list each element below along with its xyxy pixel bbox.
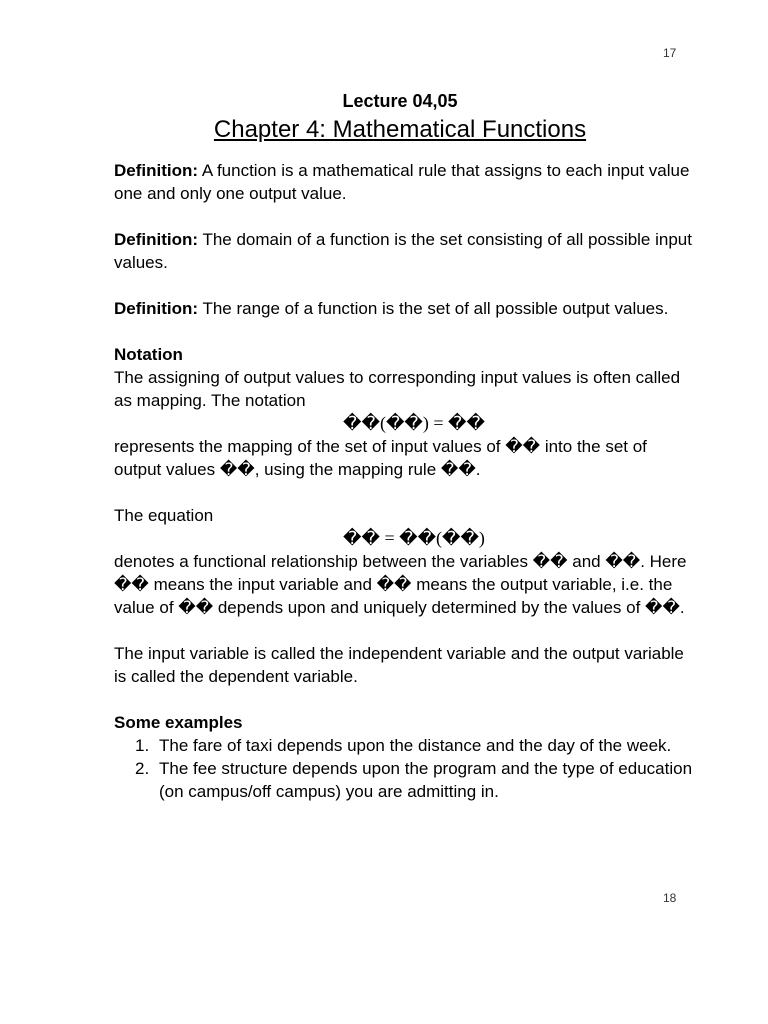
equation-explanation: denotes a functional relationship between the variables �� and ��. Here �� means the input variable and �� means the output variable, i.e. the value of �� depends upon and uniquely determined by the values of ��. [114,552,687,617]
definition-text: The range of a function is the set of all possible output values. [198,299,669,318]
equation-intro: The equation [114,506,214,525]
list-item-number: 2. [135,759,150,778]
definition-label: Definition: [114,161,199,180]
examples-list [114,734,694,803]
page-content [114,88,694,803]
list-item-text: The fare of taxi depends upon the distance and the day of the week. [159,736,672,755]
definition-label: Definition: [114,230,199,249]
definition-text: A function is a mathematical rule that assigns to each input value one and only one output value. [114,161,690,203]
list-item-text: The fee structure depends upon the program and the type of education (on campus/off campus) you are admitting in. [159,759,693,801]
definition-domain [114,228,694,274]
page-number-top: 17 [663,46,677,60]
definition-function [114,159,694,205]
equation-formula: �� = ��(��) [343,528,485,548]
notation-intro: The assigning of output values to corresponding input values is often called as mapping. The notation [114,368,681,410]
notation-explanation: represents the mapping of the set of input values of �� into the set of output values ��, using the mapping rule ��. [114,437,647,479]
chapter-title: Chapter 4: Mathematical Functions [213,116,587,143]
list-item [114,757,694,803]
definition-text: The domain of a function is the set consisting of all possible input values. [114,230,692,272]
examples-heading: Some examples [114,713,243,732]
definition-range [114,297,694,320]
definition-label: Definition: [114,299,199,318]
page-number-bottom: 18 [663,891,677,905]
lecture-label: Lecture 04,05 [342,91,458,111]
list-item-number: 1. [135,736,150,755]
notation-formula: ��(��) = �� [343,413,485,433]
notation-heading: Notation [114,345,183,364]
list-item [114,734,694,757]
variables-paragraph: The input variable is called the independent variable and the output variable is called the dependent variable. [114,644,684,686]
